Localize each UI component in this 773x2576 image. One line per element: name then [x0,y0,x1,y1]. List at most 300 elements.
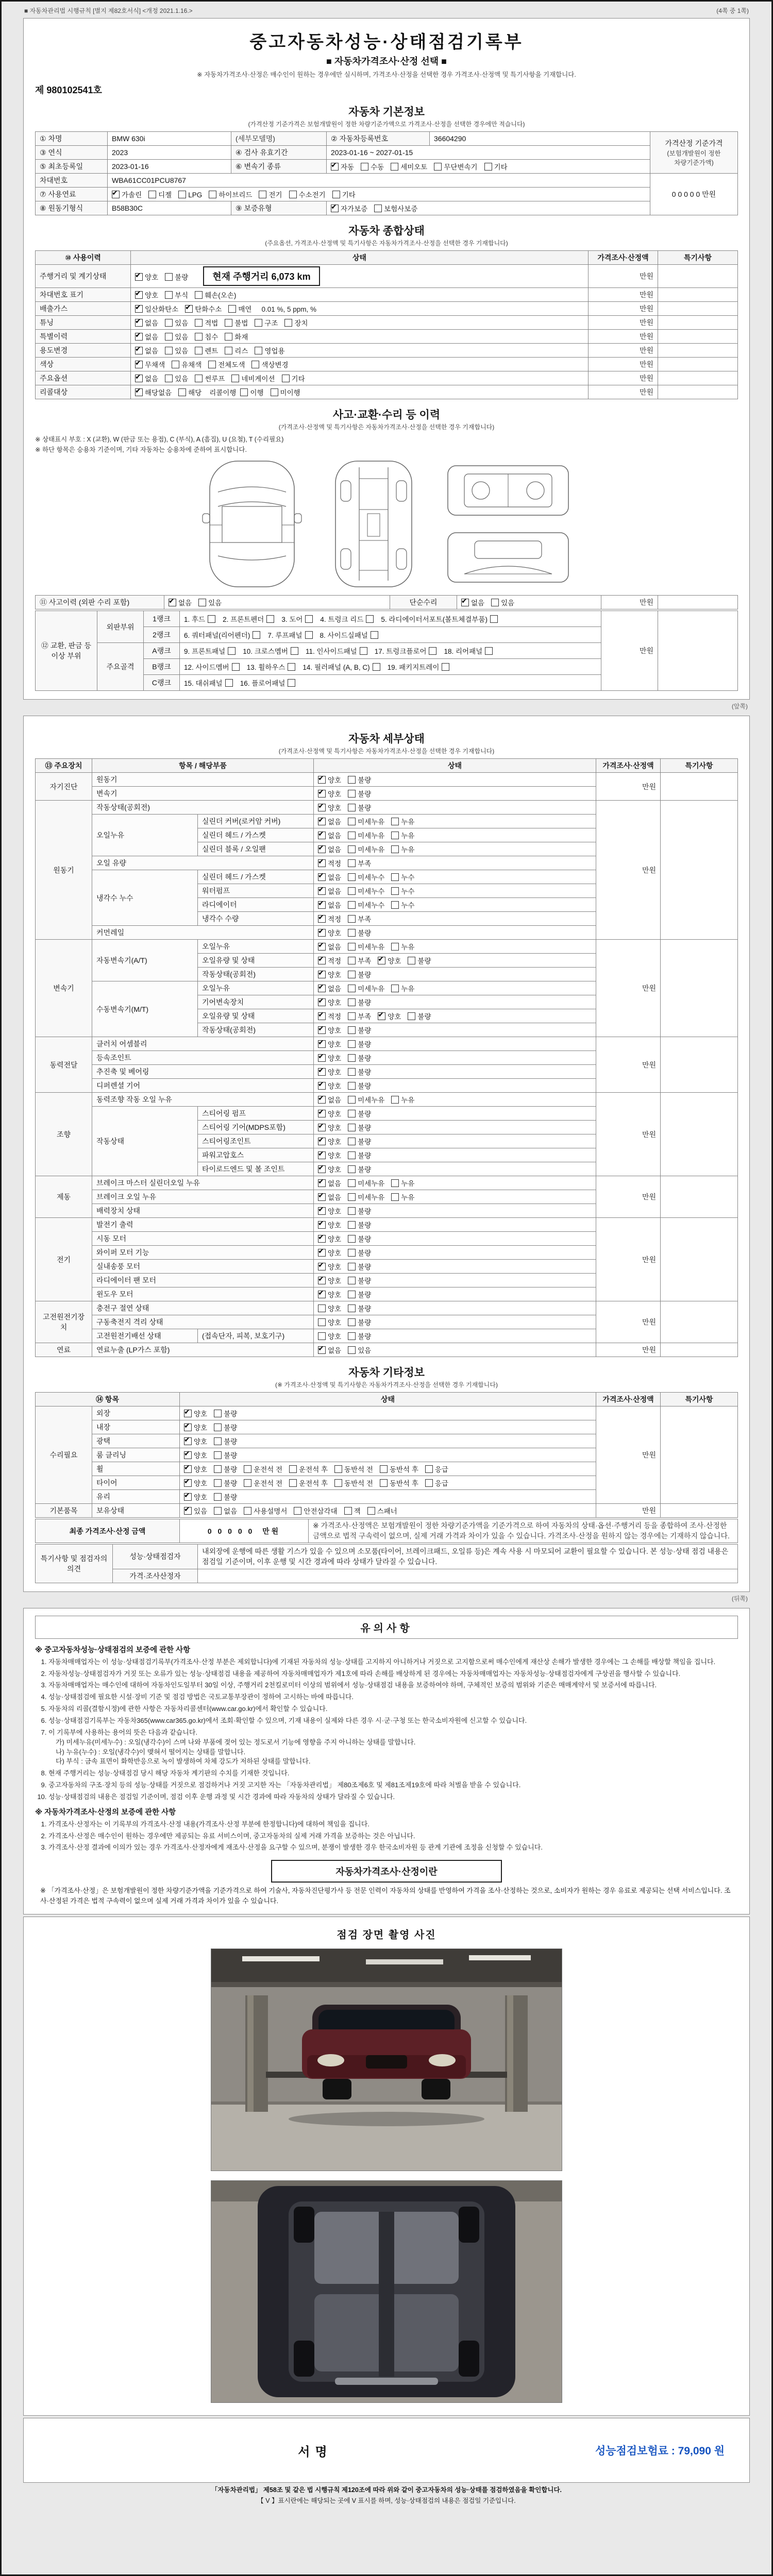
unchecked-checkbox[interactable] [348,1249,356,1257]
unchecked-checkbox[interactable] [391,1193,399,1201]
unchecked-checkbox[interactable] [391,873,399,881]
checked-checkbox[interactable] [318,1082,326,1090]
unchecked-checkbox[interactable] [348,1124,356,1131]
unchecked-checkbox[interactable] [195,375,203,382]
unchecked-checkbox[interactable] [425,1479,433,1487]
table-row [36,1519,738,1543]
option [391,872,414,882]
checked-checkbox[interactable] [318,1193,326,1201]
unchecked-checkbox[interactable] [391,1179,399,1187]
checked-checkbox[interactable] [184,1437,192,1445]
unchecked-checkbox[interactable] [253,631,260,639]
unchecked-checkbox[interactable] [208,361,216,368]
unchecked-checkbox[interactable] [214,1437,222,1445]
unchecked-checkbox[interactable] [344,1507,352,1515]
unchecked-checkbox[interactable] [240,388,248,396]
option [214,1464,237,1474]
checked-checkbox[interactable] [184,1479,192,1487]
insurance-fee [595,2443,738,2458]
option-label: 장치 [294,319,308,327]
unchecked-checkbox[interactable] [361,163,368,171]
state-cell [314,1343,596,1357]
checked-checkbox[interactable] [318,971,326,978]
unchecked-checkbox[interactable] [442,663,449,671]
unchecked-checkbox[interactable] [195,291,203,299]
unchecked-checkbox[interactable] [360,647,367,655]
unchecked-checkbox[interactable] [391,818,399,825]
unchecked-checkbox[interactable] [348,1318,356,1326]
unchecked-checkbox[interactable] [348,1179,356,1187]
checked-checkbox[interactable] [135,333,143,341]
checked-checkbox[interactable] [331,205,339,212]
checked-checkbox[interactable] [184,1493,192,1501]
unchecked-checkbox[interactable] [334,1465,342,1473]
item-label: 외장 [92,1406,180,1420]
state-cell [314,1107,596,1121]
unchecked-checkbox[interactable] [425,1465,433,1473]
unchecked-checkbox[interactable] [348,804,356,811]
checked-checkbox[interactable] [318,1221,326,1229]
checked-checkbox[interactable] [318,1235,326,1243]
device-group-label: 동력전달 [36,1037,92,1093]
checked-checkbox[interactable] [318,818,326,825]
option-label: 훼손(오손) [205,292,237,299]
option [135,317,158,328]
checked-checkbox[interactable] [318,1277,326,1284]
unchecked-checkbox[interactable] [348,985,356,992]
checked-checkbox[interactable] [318,1179,326,1187]
checked-checkbox[interactable] [318,901,326,909]
unchecked-checkbox[interactable] [334,1479,342,1487]
unchecked-checkbox[interactable] [165,273,173,281]
unchecked-checkbox[interactable] [429,647,436,655]
state-cell [314,981,596,995]
unchecked-checkbox[interactable] [348,1193,356,1201]
option-label: 운전석 후 [299,1480,328,1487]
rank-label: C랭크 [144,675,180,691]
checked-checkbox[interactable] [318,1012,326,1020]
checked-checkbox[interactable] [318,1096,326,1104]
option-label: 양호 [328,929,342,937]
option [255,317,278,328]
checked-checkbox[interactable] [318,998,326,1006]
unchecked-checkbox[interactable] [232,663,240,671]
unchecked-checkbox[interactable] [348,1151,356,1159]
unchecked-checkbox[interactable] [348,957,356,964]
checked-checkbox[interactable] [184,1410,192,1417]
option-label: 양호 [328,1277,342,1285]
option-group [318,873,421,882]
unchecked-checkbox[interactable] [348,859,356,867]
unchecked-checkbox[interactable] [288,663,295,671]
checked-checkbox[interactable] [318,1291,326,1298]
unchecked-checkbox[interactable] [348,887,356,895]
unchecked-checkbox[interactable] [231,375,239,382]
unchecked-checkbox[interactable] [348,776,356,784]
unchecked-checkbox[interactable] [348,818,356,825]
checked-checkbox[interactable] [185,305,193,313]
unchecked-checkbox[interactable] [348,901,356,909]
unchecked-checkbox[interactable] [348,1165,356,1173]
checked-checkbox[interactable] [318,1151,326,1159]
unchecked-checkbox[interactable] [408,1012,415,1020]
unchecked-checkbox[interactable] [284,319,292,327]
checked-checkbox[interactable] [318,957,326,964]
unchecked-checkbox[interactable] [305,631,313,639]
option [318,900,341,910]
unchecked-checkbox[interactable] [165,333,173,341]
panel-item [320,630,378,640]
checked-checkbox[interactable] [318,1138,326,1145]
unchecked-checkbox[interactable] [195,347,203,354]
checked-checkbox[interactable] [318,985,326,992]
unchecked-checkbox[interactable] [391,943,399,951]
unchecked-checkbox[interactable] [255,347,262,354]
unchecked-checkbox[interactable] [244,1507,251,1515]
option [348,774,371,785]
option-label: 양호 [388,957,401,965]
unchecked-checkbox[interactable] [491,599,499,606]
option-label: 불량 [358,1152,372,1160]
unchecked-checkbox[interactable] [348,1054,356,1062]
notice-item: 4. 성능·상태점검에 필요한 시설·장비 기준 및 점검 방법은 국토교통부장관이 정하여 고시하는 바에 따릅니다. [48,1692,738,1702]
option-label: 불량 [358,971,372,979]
unchecked-checkbox[interactable] [348,1068,356,1076]
checked-checkbox[interactable] [318,1346,326,1354]
option-label: 하이브리드 [219,191,253,199]
unchecked-checkbox[interactable] [214,1451,222,1459]
option-label: 없음 [145,347,159,355]
checked-checkbox[interactable] [318,873,326,881]
checked-checkbox[interactable] [135,291,143,299]
checked-checkbox[interactable] [318,1263,326,1270]
unchecked-checkbox[interactable] [391,985,399,992]
option-group [244,1465,455,1473]
item-label: 클러치 어셈블리 [92,1037,314,1051]
unchecked-checkbox[interactable] [225,333,232,341]
unchecked-checkbox[interactable] [214,1465,222,1473]
unchecked-checkbox[interactable] [348,873,356,881]
option-group [318,1026,378,1035]
unchecked-checkbox[interactable] [148,191,156,198]
checked-checkbox[interactable] [318,804,326,811]
state-cell [314,1176,596,1190]
option [209,189,252,199]
unchecked-checkbox[interactable] [165,375,173,382]
option-group [255,319,314,327]
state-cell [314,1093,596,1107]
checked-checkbox[interactable] [135,361,143,368]
unchecked-checkbox[interactable] [348,1304,356,1312]
unchecked-checkbox[interactable] [391,1096,399,1104]
option-group [331,205,424,213]
inspection-period-value: 2023-01-16 ~ 2027-01-15 [327,146,650,160]
option [391,1094,414,1105]
checked-checkbox[interactable] [112,191,120,198]
price-cell: 만원 [596,773,661,801]
unchecked-checkbox[interactable] [165,347,173,354]
checked-checkbox[interactable] [318,1249,326,1257]
option [318,816,341,826]
checked-checkbox[interactable] [135,319,143,327]
option-group [244,1507,404,1515]
device-state-row [36,1093,738,1107]
unchecked-checkbox[interactable] [371,631,378,639]
unchecked-checkbox[interactable] [294,1507,301,1515]
checked-checkbox[interactable] [184,1507,192,1515]
option-label: 불법 [234,319,248,327]
checked-checkbox[interactable] [184,1451,192,1459]
checked-checkbox[interactable] [318,832,326,839]
unchecked-checkbox[interactable] [251,361,259,368]
rank-label: A랭크 [144,643,180,659]
unchecked-checkbox[interactable] [348,1207,356,1215]
sheet-signature [23,2418,750,2483]
option-group [184,1423,244,1432]
checked-checkbox[interactable] [135,305,143,313]
unchecked-checkbox[interactable] [214,1507,222,1515]
option [348,872,384,882]
option [208,359,245,369]
checked-checkbox[interactable] [135,347,143,354]
unchecked-checkbox[interactable] [289,1465,297,1473]
table-header-row [36,251,738,265]
option-label: 부족 [358,1013,372,1021]
option-label: 스패너 [377,1507,397,1515]
unchecked-checkbox[interactable] [348,1332,356,1340]
unchecked-checkbox[interactable] [214,1423,222,1431]
unchecked-checkbox[interactable] [408,957,415,964]
unchecked-checkbox[interactable] [391,901,399,909]
checked-checkbox[interactable] [318,1068,326,1076]
panel-item-label: 18. 리어패널 [444,648,483,655]
unchecked-checkbox[interactable] [391,163,398,171]
item-label: 발전기 출력 [92,1218,314,1232]
top-strip [23,5,750,18]
unchecked-checkbox[interactable] [348,790,356,798]
option [244,1464,282,1474]
checked-checkbox[interactable] [318,790,326,798]
unchecked-checkbox[interactable] [255,319,262,327]
unchecked-checkbox[interactable] [348,1110,356,1117]
unchecked-checkbox[interactable] [214,1479,222,1487]
unchecked-checkbox[interactable] [244,1479,251,1487]
checked-checkbox[interactable] [135,375,143,382]
checked-checkbox[interactable] [318,1054,326,1062]
unchecked-checkbox[interactable] [228,305,236,313]
checked-checkbox[interactable] [135,388,143,396]
checked-checkbox[interactable] [331,163,339,171]
option-label: 색상변경 [261,361,289,369]
option [214,1408,237,1418]
unchecked-checkbox[interactable] [318,1304,326,1312]
unchecked-checkbox[interactable] [266,615,274,623]
unchecked-checkbox[interactable] [305,615,313,623]
option [408,955,431,965]
unchecked-checkbox[interactable] [282,375,290,382]
unchecked-checkbox[interactable] [348,1040,356,1048]
unchecked-checkbox[interactable] [391,887,399,895]
checked-checkbox[interactable] [318,929,326,937]
unchecked-checkbox[interactable] [484,163,492,171]
checked-checkbox[interactable] [461,599,469,606]
unchecked-checkbox[interactable] [225,679,233,687]
checked-checkbox[interactable] [169,599,176,606]
unchecked-checkbox[interactable] [332,191,340,198]
unchecked-checkbox[interactable] [485,647,493,655]
item-label: 추진축 및 베어링 [92,1065,314,1079]
unchecked-checkbox[interactable] [374,205,382,212]
option-label: 누수 [401,902,415,909]
unchecked-checkbox[interactable] [225,319,232,327]
checked-checkbox[interactable] [378,957,385,964]
unchecked-checkbox[interactable] [348,1263,356,1270]
unchecked-checkbox[interactable] [348,1096,356,1104]
unchecked-checkbox[interactable] [214,1493,222,1501]
panel-item [240,677,296,688]
basic-section-title: 자동차 기본정보 [348,106,425,118]
unchecked-checkbox[interactable] [348,929,356,937]
unchecked-checkbox[interactable] [291,647,298,655]
unchecked-checkbox[interactable] [348,1012,356,1020]
photo-section-title: 점검 장면 촬영 사진 [337,1929,436,1941]
unchecked-checkbox[interactable] [348,1291,356,1298]
unchecked-checkbox[interactable] [259,191,266,198]
option-label: 누유 [401,846,415,854]
rank-basis-legend: ※ 하단 항목은 승용차 기준이며, 기타 자동차는 승용차에 준하여 표시합니다. [35,446,247,453]
option-label: 불량 [358,1277,372,1285]
sub-item-label: 실린더 블록 / 오일팬 [198,842,314,856]
unchecked-checkbox[interactable] [228,647,236,655]
checked-checkbox[interactable] [318,943,326,951]
option [198,597,222,607]
unchecked-checkbox[interactable] [367,1507,375,1515]
notice-item: 5. 자동차의 리콜(결함시정)에 관한 사항은 자동차리콜센터(www.car.go.kr)에서 확인할 수 있습니다. [48,1704,738,1714]
option [334,1478,373,1488]
option-label: 양호 [328,1249,342,1257]
checked-checkbox[interactable] [318,845,326,853]
unchecked-checkbox[interactable] [348,1277,356,1284]
unchecked-checkbox[interactable] [391,832,399,839]
unchecked-checkbox[interactable] [225,347,232,354]
checked-checkbox[interactable] [318,1207,326,1215]
unchecked-checkbox[interactable] [178,388,186,396]
panel-item [243,646,298,656]
checked-checkbox[interactable] [184,1465,192,1473]
checked-checkbox[interactable] [318,1026,326,1034]
option [348,1233,371,1244]
panel-item [444,646,493,656]
unchecked-checkbox[interactable] [214,1410,222,1417]
checked-checkbox[interactable] [318,915,326,923]
option [348,1275,371,1285]
unchecked-checkbox[interactable] [490,615,498,623]
panel-item-label: 9. 프론트패널 [184,648,226,655]
unchecked-checkbox[interactable] [348,915,356,923]
unchecked-checkbox[interactable] [348,1346,356,1354]
option [289,1464,328,1474]
unchecked-checkbox[interactable] [165,291,173,299]
option-group [318,1165,378,1174]
col-state: 상태 [180,1393,596,1406]
unchecked-checkbox[interactable] [271,388,278,396]
checked-checkbox[interactable] [318,1124,326,1131]
unchecked-checkbox[interactable] [380,1465,388,1473]
unchecked-checkbox[interactable] [198,599,206,606]
rank-label: 1랭크 [144,611,180,627]
item-label: 오일누유 [92,815,198,856]
option-group [331,163,514,171]
signature-label[interactable]: 서명 [298,2445,332,2459]
rank-row [36,611,738,627]
unchecked-checkbox[interactable] [348,1235,356,1243]
state-cell [314,1134,596,1148]
col-price: 가격조사·산정액 [589,251,658,265]
unchecked-checkbox[interactable] [348,1026,356,1034]
unchecked-checkbox[interactable] [208,615,215,623]
unchecked-checkbox[interactable] [178,191,186,198]
option-label: 양호 [328,1055,342,1062]
unchecked-checkbox[interactable] [289,1479,297,1487]
unchecked-checkbox[interactable] [348,943,356,951]
unchecked-checkbox[interactable] [289,191,297,198]
unchecked-checkbox[interactable] [195,319,203,327]
checked-checkbox[interactable] [318,887,326,895]
unchecked-checkbox[interactable] [318,1318,326,1326]
checked-checkbox[interactable] [184,1423,192,1431]
checked-checkbox[interactable] [318,1165,326,1173]
unchecked-checkbox[interactable] [172,361,179,368]
panel-items-cell [180,659,601,675]
unchecked-checkbox[interactable] [288,679,295,687]
option-label: 응급 [434,1480,448,1487]
option-label: 양호 [328,1305,342,1313]
option [348,1094,384,1105]
option [391,983,414,993]
unchecked-checkbox[interactable] [348,845,356,853]
unchecked-checkbox[interactable] [165,319,173,327]
checked-checkbox[interactable] [135,273,143,281]
unchecked-checkbox[interactable] [366,615,374,623]
checked-checkbox[interactable] [318,1040,326,1048]
unchecked-checkbox[interactable] [318,1332,326,1340]
unchecked-checkbox[interactable] [434,163,442,171]
checked-checkbox[interactable] [378,1012,385,1020]
checked-checkbox[interactable] [318,1110,326,1117]
option [318,913,341,924]
unchecked-checkbox[interactable] [391,845,399,853]
unchecked-checkbox[interactable] [380,1479,388,1487]
unchecked-checkbox[interactable] [348,998,356,1006]
unchecked-checkbox[interactable] [348,1138,356,1145]
unchecked-checkbox[interactable] [348,1221,356,1229]
item-label: 보유상태 [92,1504,180,1518]
option-group [318,1221,378,1229]
unchecked-checkbox[interactable] [373,663,380,671]
note-cell [658,344,738,358]
unchecked-checkbox[interactable] [244,1465,251,1473]
checked-checkbox[interactable] [318,859,326,867]
option-label: 불량 [358,1235,372,1243]
unchecked-checkbox[interactable] [195,333,203,341]
unchecked-checkbox[interactable] [348,1082,356,1090]
unchecked-checkbox[interactable] [209,191,216,198]
option [135,373,158,383]
unchecked-checkbox[interactable] [348,971,356,978]
checked-checkbox[interactable] [318,776,326,784]
unchecked-checkbox[interactable] [348,832,356,839]
option [348,913,371,924]
